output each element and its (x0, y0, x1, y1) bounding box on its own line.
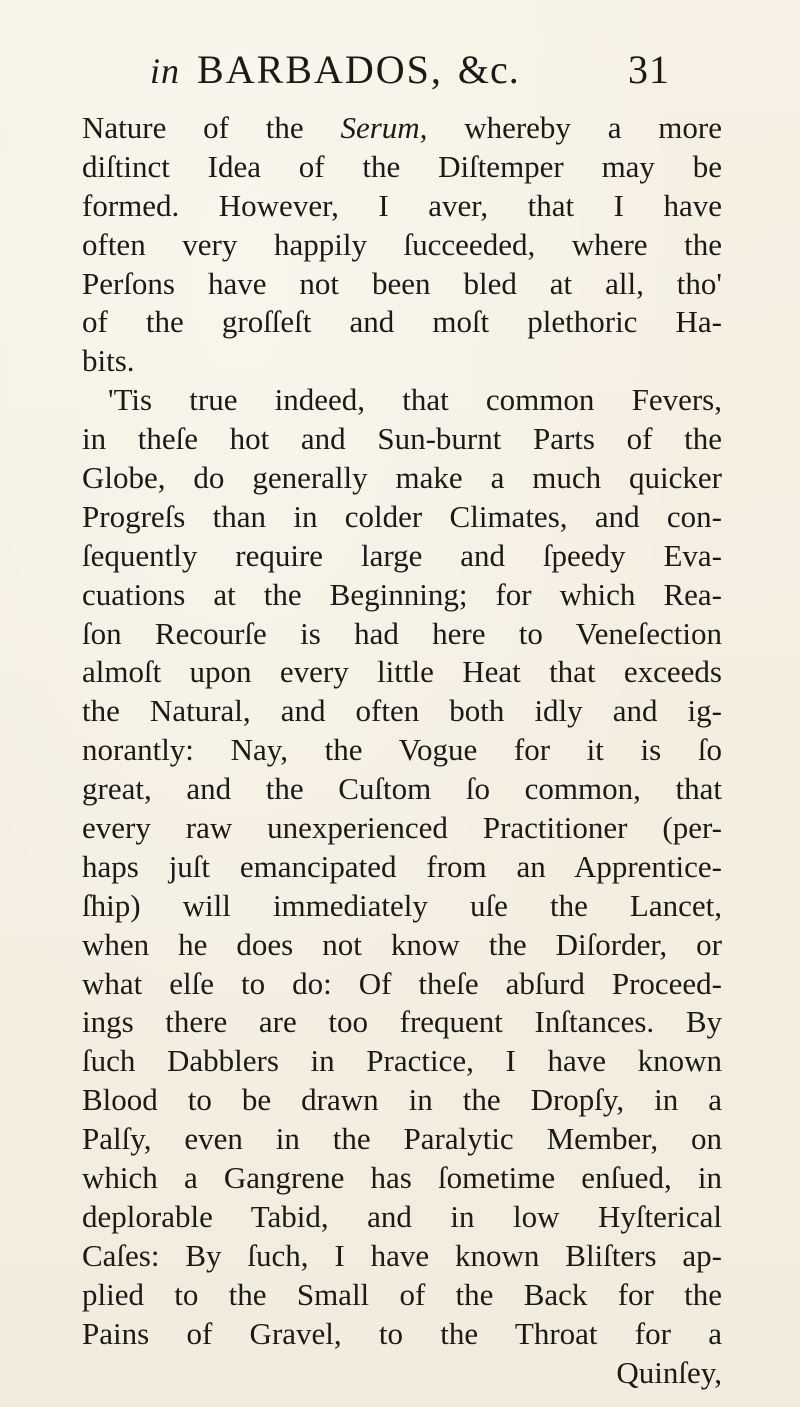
text-line: every raw unexperienced Practitioner (per- (82, 810, 722, 846)
text-line: Palſy, even in the Paralytic Member, on (82, 1121, 722, 1157)
text-line: which a Gangrene has ſometime enſued, in (82, 1160, 722, 1196)
text-line: Blood to be drawn in the Dropſy, in a (82, 1082, 722, 1118)
text-line: ings there are too frequent Inſtances. By (82, 1004, 722, 1040)
catchword: Quinſey, (616, 1354, 722, 1390)
text-line: what elſe to do: Of theſe abſurd Proceed- (82, 965, 722, 1001)
text-line: often very happily ſucceeded, where the (82, 226, 722, 262)
text-line: norantly: Nay, the Vogue for it is ſo (82, 732, 722, 768)
text-line: Globe, do generally make a much quicker (82, 460, 722, 496)
text-line: Perſons have not been bled at all, tho' (82, 265, 722, 301)
text-line: ſhip) will immediately uſe the Lancet, (82, 887, 722, 923)
text-line: almoſt upon every little Heat that exceeds (82, 654, 722, 690)
text-line: of the groſſeſt and moſt plethoric Ha- (82, 304, 722, 340)
text-line: plied to the Small of the Back for the (82, 1276, 722, 1312)
text-line: ſon Recourſe is had here to Veneſection (82, 615, 722, 651)
text-line: cuations at the Beginning; for which Rea- (82, 576, 722, 612)
text-line: great, and the Cuſtom ſo common, that (82, 771, 722, 807)
text-line: deplorable Tabid, and in low Hyſterical (82, 1198, 722, 1234)
text-line: haps juſt emancipated from an Apprentice- (82, 848, 722, 884)
text-line: 'Tis true indeed, that common Fevers, (108, 382, 722, 418)
text-line: in theſe hot and Sun-burnt Parts of the (82, 421, 722, 457)
body-text (82, 109, 722, 1392)
header-title: BARBADOS, (197, 47, 443, 92)
text-line: Pains of Gravel, to the Throat for a (82, 1315, 722, 1351)
text-line: ſequently require large and ſpeedy Eva- (82, 537, 722, 573)
text-line: bits. (82, 343, 135, 379)
text-line: the Natural, and often both idly and ig- (82, 693, 722, 729)
text-line: Progreſs than in colder Climates, and con- (82, 498, 722, 534)
text-line: Nature of the Serum, whereby a more (82, 110, 722, 145)
text-line: when he does not know the Diſorder, or (82, 926, 722, 962)
text-line: diſtinct Idea of the Diſtemper may be (82, 148, 722, 184)
text-line: formed. However, I aver, that I have (82, 187, 722, 223)
italic-word: Serum, (340, 110, 428, 145)
header-prefix: in (150, 51, 181, 91)
header-etc: &c. (457, 47, 520, 92)
running-header (150, 46, 670, 106)
page-number: 31 (628, 47, 670, 92)
text-line: ſuch Dabblers in Practice, I have known (82, 1043, 722, 1079)
text-line: Caſes: By ſuch, I have known Bliſters ap- (82, 1237, 722, 1273)
